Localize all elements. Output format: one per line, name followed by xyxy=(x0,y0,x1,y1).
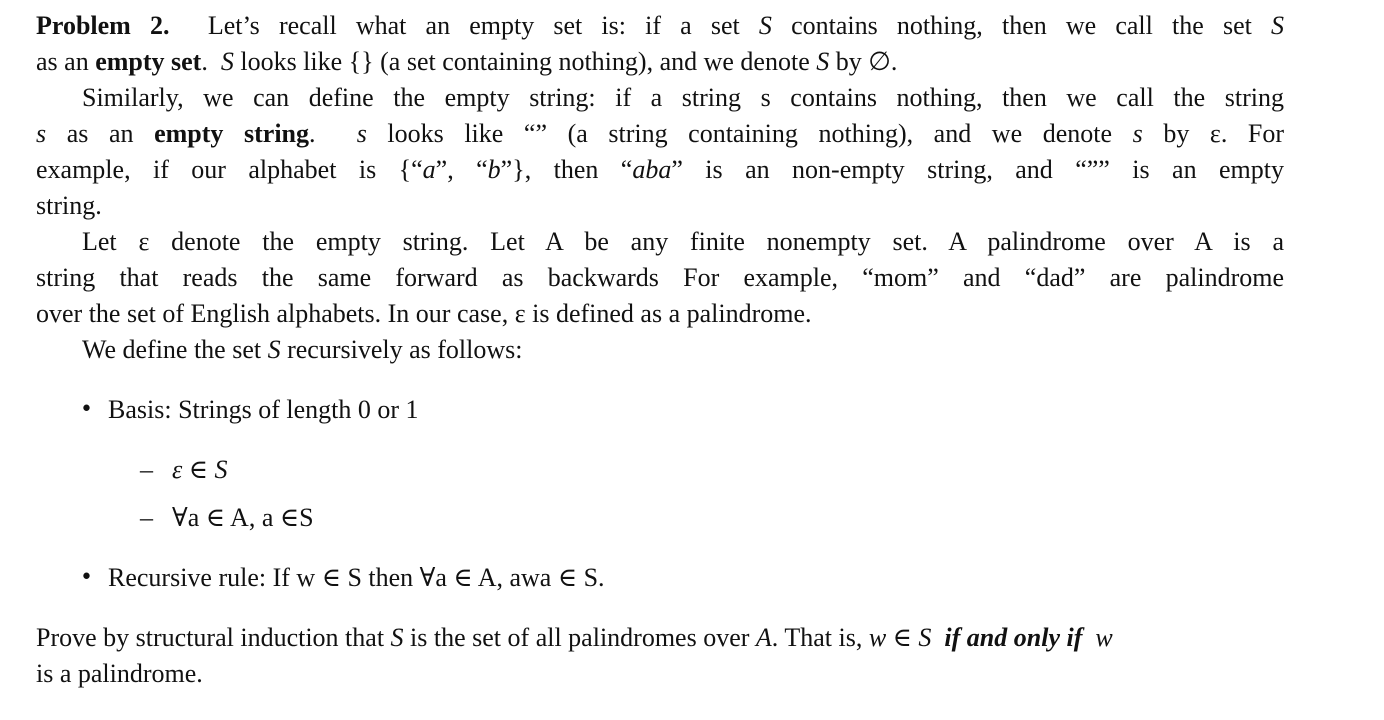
p2-text: ” is an non-empty string, and “”” is an empty xyxy=(671,155,1284,184)
symbol-a: a xyxy=(422,155,436,184)
var-A: A xyxy=(755,623,772,652)
p2-text: ”}, then “ xyxy=(500,155,633,184)
p2-text: example, if our alphabet is {“ xyxy=(36,155,423,184)
list-item-recursive: Recursive rule: If w ∈ S then ∀a ∈ A, awa ∈ S. xyxy=(108,563,605,592)
var-S: S xyxy=(1271,11,1284,40)
expr-w-in-S: w ∈ S xyxy=(868,623,932,652)
var-S: S xyxy=(758,11,772,40)
p2-line2 xyxy=(36,116,1284,152)
var-s: s xyxy=(356,119,367,148)
p3-line1: Let ε denote the empty string. Let A be any finite nonempty set. A palindrome over A is a xyxy=(82,227,1284,256)
p2-line1: Similarly, we can define the empty string: if a string s contains nothing, then we call the string xyxy=(82,83,1284,112)
list-item-basis: Basis: Strings of length 0 or 1 xyxy=(108,395,419,424)
symbol-b: b xyxy=(487,155,501,184)
p3-line2: string that reads the same forward as backwards For example, “mom” and “dad” are palindrome xyxy=(36,263,1284,292)
p1-text: as an xyxy=(36,47,89,76)
p4-text: We define the set xyxy=(82,335,262,364)
p1-text: . xyxy=(201,47,208,76)
final-text: . That is, xyxy=(771,623,863,652)
var-S: S xyxy=(816,47,830,76)
term-empty-set: empty set xyxy=(95,47,202,76)
phrase-iff: if and only if xyxy=(944,623,1083,652)
p2-line4: string. xyxy=(36,191,102,220)
final-line1 xyxy=(36,620,1366,656)
dash-icon: – xyxy=(140,455,153,484)
p2-text: as an xyxy=(66,119,134,148)
p1-line2 xyxy=(36,44,1284,80)
p3-line3: over the set of English alphabets. In our case, ε is defined as a palindrome. xyxy=(36,299,812,328)
p1-text: contains nothing, then we call the set xyxy=(791,11,1252,40)
p2-text: ”, “ xyxy=(435,155,488,184)
p1-text: looks like {} (a set containing nothing), and we denote xyxy=(240,47,810,76)
problem-heading: Problem 2. xyxy=(36,11,170,40)
var-w: w xyxy=(1095,623,1113,652)
p2-text: . xyxy=(309,119,316,148)
final-text: is the set of all palindromes over xyxy=(410,623,750,652)
p2-line3 xyxy=(36,152,1284,188)
final-text: Prove by structural induction that xyxy=(36,623,385,652)
var-s: s xyxy=(36,119,47,148)
bullet-icon: • xyxy=(80,397,93,422)
bullet-icon: • xyxy=(80,565,93,590)
string-aba: aba xyxy=(632,155,672,184)
var-S: S xyxy=(390,623,404,652)
p2-text: by ε. For xyxy=(1163,119,1285,148)
term-empty-string: empty string xyxy=(154,119,310,148)
p4-line1 xyxy=(82,332,1284,368)
p1-text: Let’s recall what an empty set is: if a set xyxy=(207,11,740,40)
var-S: S xyxy=(220,47,234,76)
p2-text: looks like “” (a string containing nothing), and we denote xyxy=(387,119,1113,148)
p4-text: recursively as follows: xyxy=(287,335,523,364)
p1-line1 xyxy=(36,8,1284,44)
p1-text: by ∅. xyxy=(835,47,898,76)
var-S: S xyxy=(267,335,281,364)
var-s: s xyxy=(1132,119,1143,148)
dash-icon: – xyxy=(140,503,153,532)
basis-item-empty: ε ∈ S xyxy=(172,455,228,484)
basis-item-single: ∀a ∈ A, a ∈S xyxy=(172,503,314,532)
final-line2: is a palindrome. xyxy=(36,659,203,688)
